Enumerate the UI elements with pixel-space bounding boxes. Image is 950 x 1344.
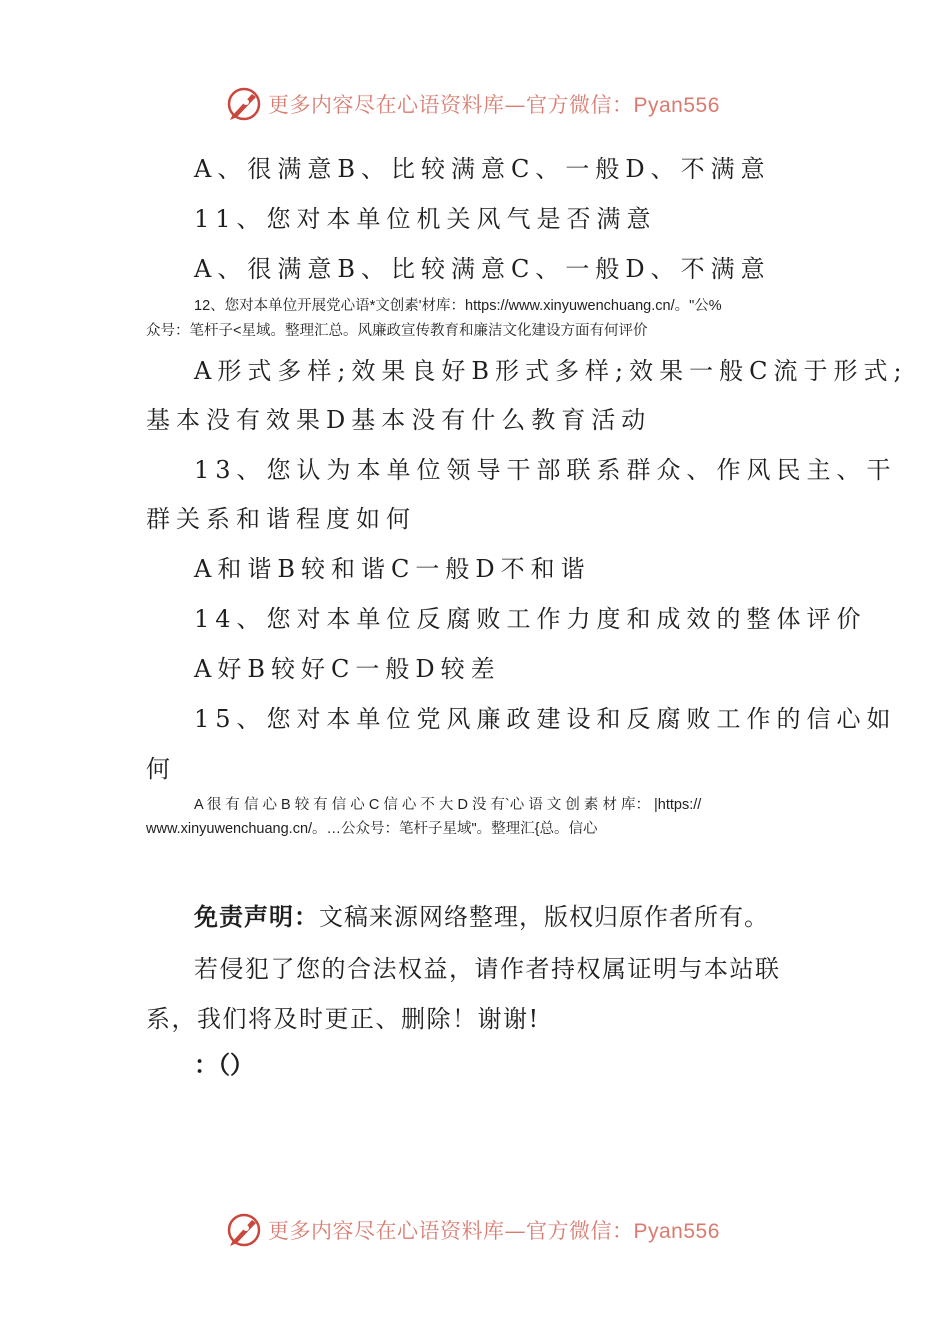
pen-logo-icon — [224, 84, 264, 124]
q14-question: 14、您对本单位反腐败工作力度和成效的整体评价 — [194, 605, 867, 633]
q13-question-line1: 13、您认为本单位领导干部联系群众、作风民主、干 — [194, 456, 897, 484]
q15-question-line2: 何 — [146, 755, 176, 783]
q13-question-line2: 群关系和谐程度如何 — [146, 505, 416, 533]
disclaimer-label: 免责声明： — [194, 903, 319, 931]
q15-options-line1: A 很 有 信 心 B 较 有 信 心 C 信 心 不 大 D 没 有`心 语 文 创 素 材 库： |https:// — [194, 797, 702, 813]
disclaimer-text1: 文稿来源网络整理，版权归原作者所有。 — [319, 903, 769, 931]
q12-options-line2: 基本没有效果D基本没有什么教育活动 — [146, 406, 652, 434]
disclaimer-line2: 若侵犯了您的合法权益，请作者持权属证明与本站联 — [194, 955, 781, 983]
banner-text: 更多内容尽在心语资料库—官方微信：Pyan556 — [268, 93, 720, 117]
q12-question-line2: 众号：笔杆子<星域。整理汇总。风廉政宣传教育和廉洁文化建设方面有何评价 — [146, 323, 648, 339]
q13-options: A和谐B较和谐C一般D不和谐 — [194, 555, 591, 583]
q11-question: 11、您对本单位机关风气是否满意 — [194, 205, 657, 233]
wechat-id: Pyan556 — [633, 1220, 720, 1243]
disclaimer-line4: ：（） — [194, 1051, 254, 1079]
q15-options-line2: www.xinyuwenchuang.cn/。…公众号：笔杆子星域"。整理汇{总。信心 — [146, 821, 598, 837]
banner-text: 更多内容尽在心语资料库—官方微信：Pyan556 — [268, 1219, 720, 1243]
q15-question-line1: 15、您对本单位党风廉政建设和反腐败工作的信心如 — [194, 705, 897, 733]
q14-options: A好B较好C一般D较差 — [194, 655, 501, 683]
header-banner — [224, 84, 720, 124]
disclaimer-line1 — [194, 902, 769, 932]
q12-question-line1: 12、您对本单位开展党心语*文创素'材库：https://www.xinyuwenchuang.cn/。"公% — [194, 298, 722, 314]
disclaimer-line3: 系，我们将及时更正、删除！谢谢! — [146, 1005, 540, 1033]
q12-options-line1: A形式多样;效果良好B形式多样;效果一般C流于形式; — [194, 357, 908, 385]
footer-banner — [224, 1210, 720, 1250]
wechat-id: Pyan556 — [633, 94, 720, 117]
pen-logo-icon — [224, 1210, 264, 1250]
q10-options: A、很满意B、比较满意C、一般D、不满意 — [194, 155, 771, 183]
q11-options: A、很满意B、比较满意C、一般D、不满意 — [194, 255, 771, 283]
